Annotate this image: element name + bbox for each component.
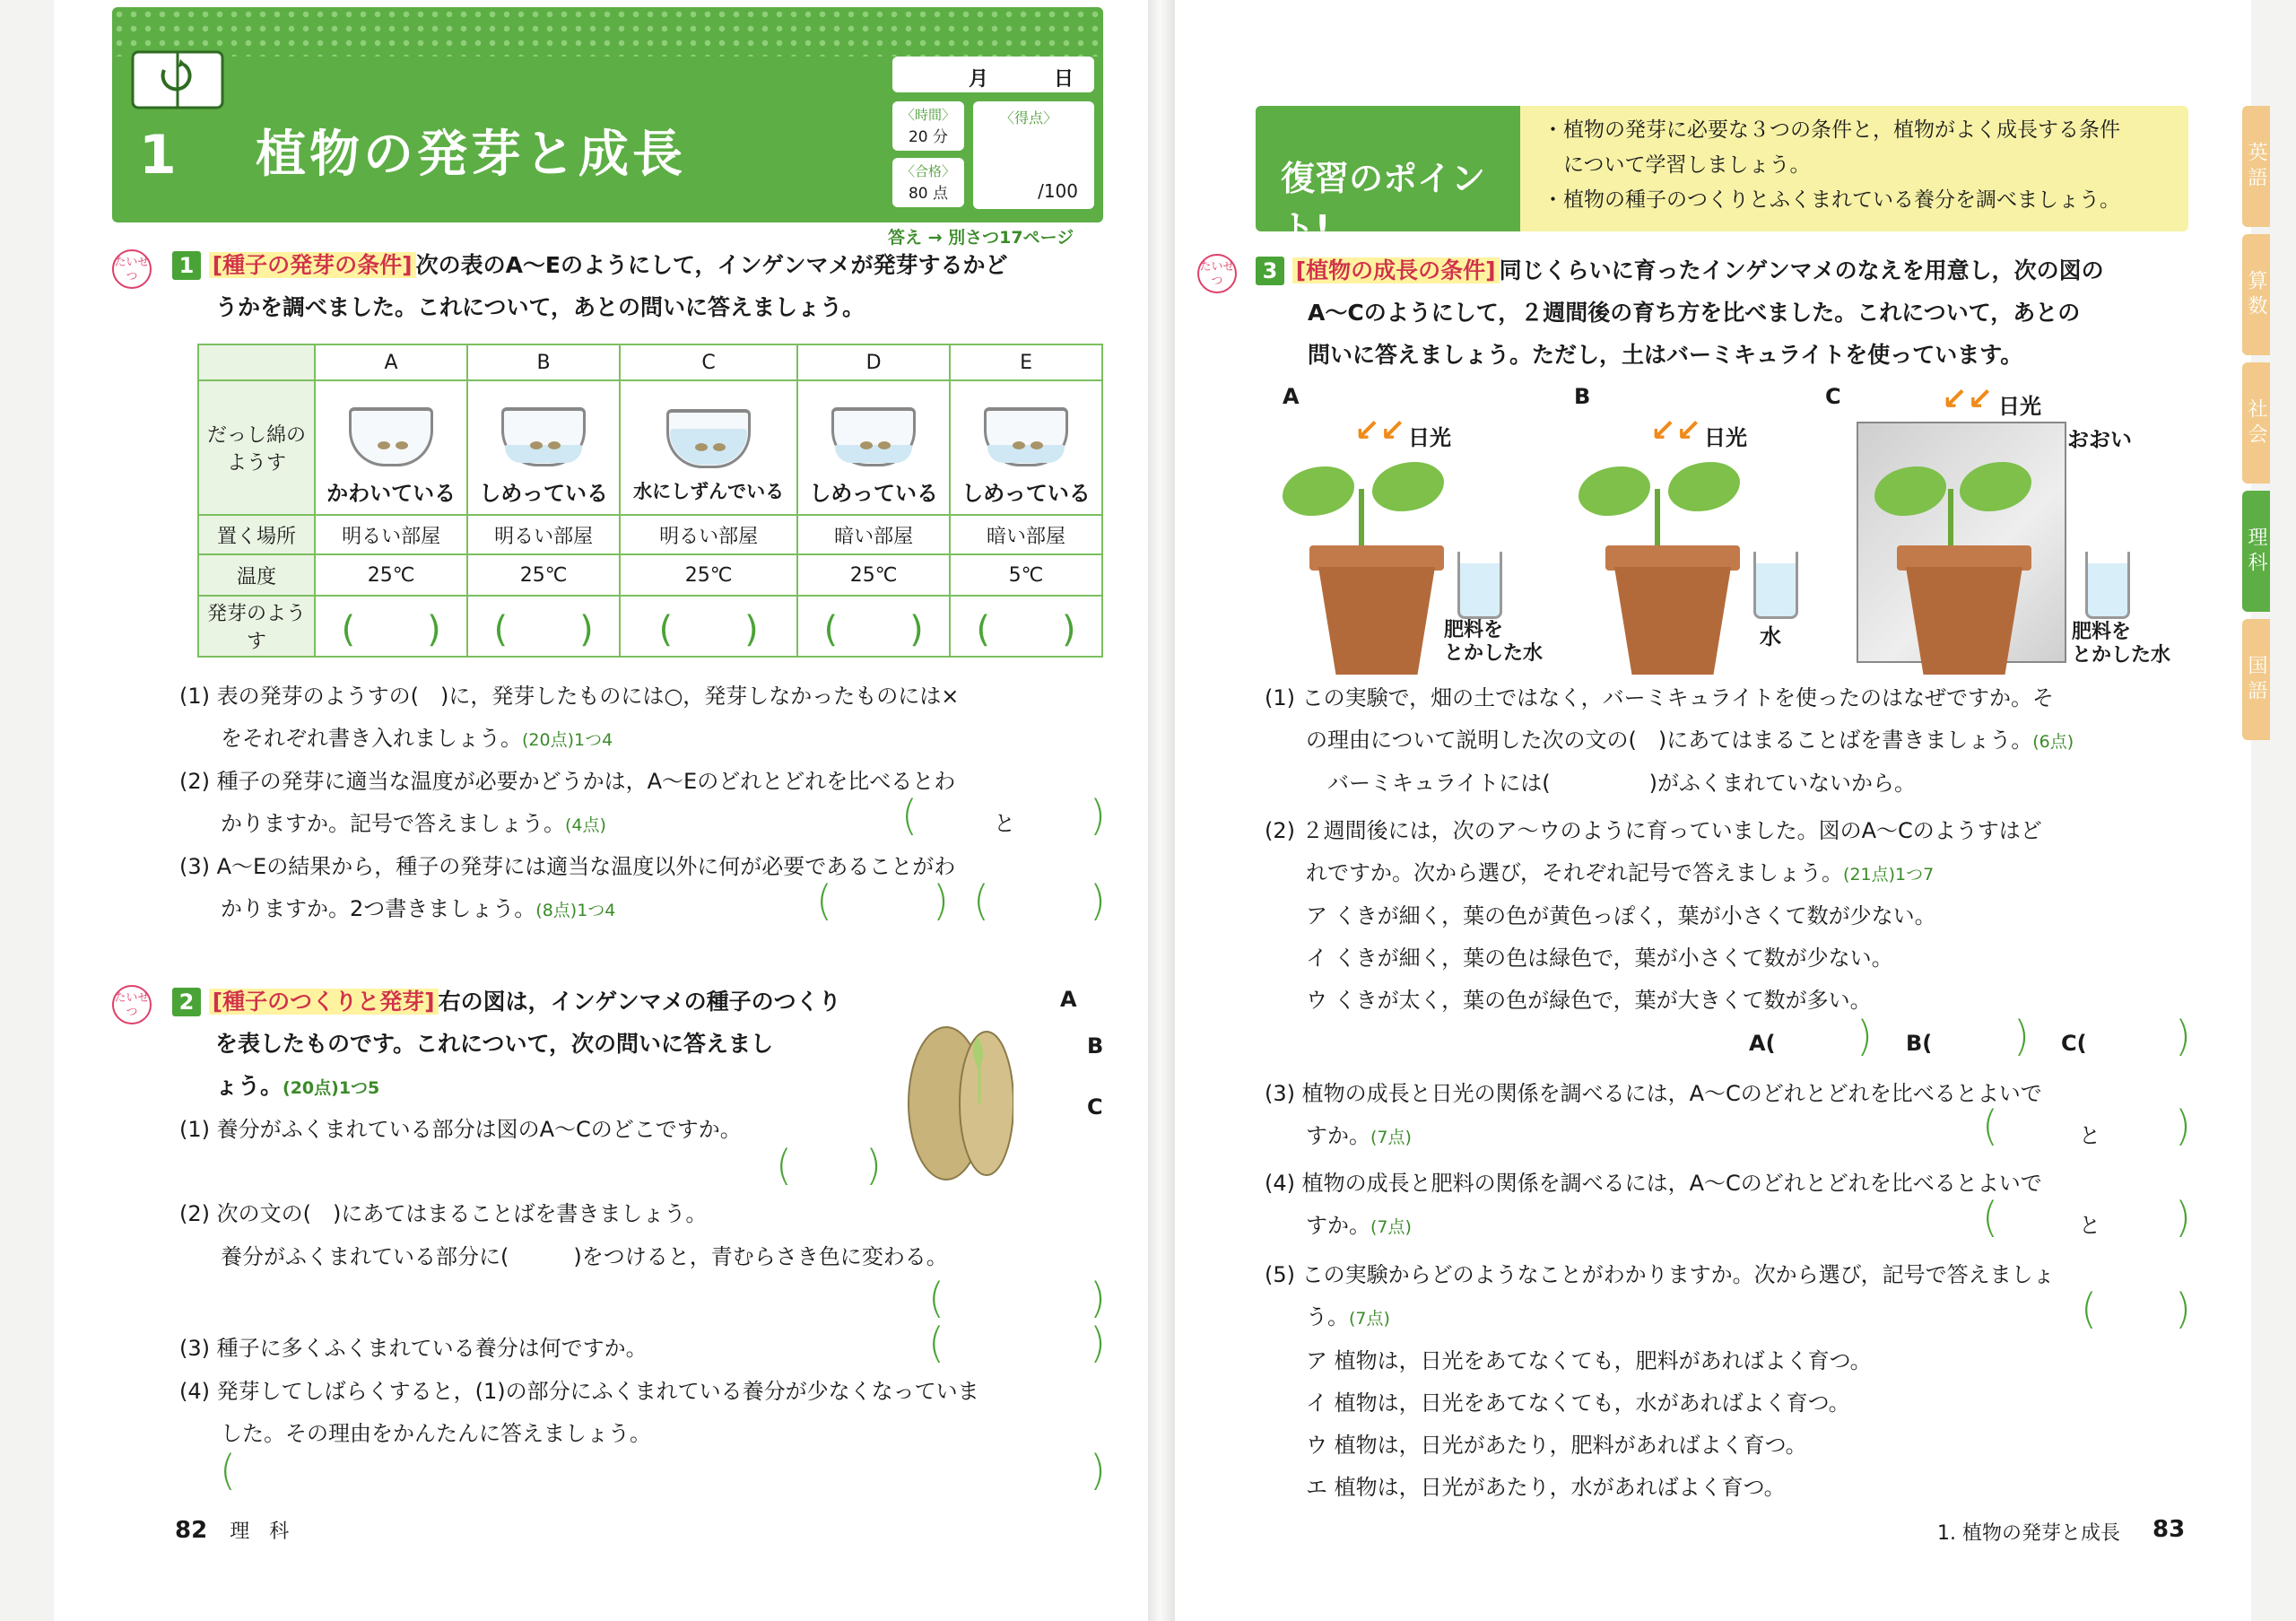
q3-sub4-line2: すか。 [1306,1213,1370,1238]
cover-label: おおい [2067,427,2132,452]
row-header-temp: 温度 [198,554,315,596]
q1-sub1-points: (20点)1つ4 [522,730,613,750]
glass-icon [2085,552,2130,619]
q1-sub1-line2: をそれぞれ書き入れましょう。 [221,726,522,751]
pot-icon [1906,567,2022,675]
q3-opt-a: ア くきが細く，葉の色が黄色っぽく，葉が小さくて数が少ない。 [1306,903,1936,928]
q3-sub2-line2: れですか。次から選び，それぞれ記号で答えましょう。 [1306,860,1844,885]
q3-sub3 [1265,1073,2197,1159]
table-corner [198,344,315,380]
cotton-cell-c [620,380,797,515]
taisetsu-badge: たいせつ [1197,254,1237,293]
bean-seed-diagram [906,1005,1013,1184]
answer-paren-open[interactable]: ( [928,1319,944,1367]
temp-c: 25℃ [620,554,797,596]
temp-d: 25℃ [797,554,950,596]
q3-sub3-line2: すか。 [1306,1123,1370,1148]
q1-tag: [種子の発芽の条件] [209,252,416,278]
q3-sub2-points: (21点)1つ7 [1843,865,1935,885]
q1-text-2: うかを調べました。これについて，あとの問いに答えましょう。 [215,294,865,320]
fig-label-c: C [1825,384,1841,409]
answer-paren-open[interactable]: ( [973,876,989,925]
answer-paren-close[interactable]: ) [865,1141,882,1190]
tab-science[interactable]: 理科 [2242,491,2270,612]
answer-paren-close[interactable]: ) [1090,1446,1106,1495]
pot-icon [1318,567,1435,675]
q3-opt5-a: ア 植物は，日光をあてなくても，肥料があればよく育つ。 [1306,1348,1872,1373]
unit-title: 植物の発芽と成長 [256,126,686,184]
answer-paren-open[interactable]: ( [901,791,918,840]
q3-heading [1256,249,2197,376]
q2-points: (20点)1つ5 [283,1078,380,1098]
time-value: 20 分 [908,128,949,146]
result-blank-a[interactable]: ( ) [315,596,467,657]
q1-sub2-line2: かりますか。記号で答えましょう。 [221,811,565,836]
seed-condition-table [197,344,1103,658]
q3-opt-u: ウ くきが太く，葉の色が緑色で，葉が大きくて数が多い。 [1306,988,1872,1013]
q2-sub4-line1: (4) 発芽してしばらくすると，(1)の部分にふくまれている養分が少なくなっていま [179,1379,979,1404]
q3-sub5-line1: (5) この実験からどのようなことがわかりますか。次から選び，記号で答えましょ [1265,1262,2055,1287]
cup-icon [824,395,923,475]
sunlight-arrow-icon: ↙↙ [1650,413,1701,449]
score-denominator: /100 [1038,180,1078,202]
tab-math[interactable]: 算数 [2242,234,2270,355]
answer-paren-close[interactable]: ) [1090,876,1106,925]
taisetsu-badge: たいせつ [112,985,152,1024]
cup-icon [342,395,440,475]
q3-sub3-points: (7点) [1370,1128,1412,1147]
fig-label-a: A [1283,384,1300,409]
q3-opt5-e: エ 植物は，日光があたり，水があればよく育つ。 [1306,1475,1786,1500]
q2-sub1: (1) 養分がふくまれている部分は図のA～Cのどこですか。 [179,1117,742,1142]
q1-sub3-points: (8点)1つ4 [535,901,616,920]
book-icon [128,34,227,115]
left-subject: 理 科 [230,1521,290,1543]
water-label: 水 [1760,624,1781,649]
sunlight-label-c: 日光 [1998,394,2041,419]
cotton-state-c: 水にしずんでいる [633,481,785,502]
q3-text-3: 問いに答えましょう。ただし，土はバーミキュライトを使っています。 [1308,342,2023,368]
answer-reference: 答え → 別さつ17ページ [888,228,1074,248]
q1-sub2-and: と [994,811,1015,836]
result-blank-e[interactable]: ( ) [950,596,1102,657]
answer-paren-close[interactable]: ) [2175,1102,2191,1150]
answer-paren-open[interactable]: ( [1982,1193,1998,1242]
fert-line2: とかした水 [2072,644,2171,667]
answer-paren-close[interactable]: ) [2175,1285,2191,1333]
review-point: ・植物の発芽に必要な３つの条件と，植物がよく成長する条件 [1543,118,2120,142]
q3-sub4-points: (7点) [1370,1217,1412,1237]
q2-sub2: (2) 次の文の( )にあてはまることばを書きましょう。 [179,1201,708,1226]
answer-paren-close[interactable]: ) [2175,1012,2191,1060]
q3-text-1: 同じくらいに育ったインゲンマメのなえを用意し，次の図の [1499,257,2104,283]
row-header-cotton: だっし綿のようす [198,380,315,515]
cup-icon [977,395,1075,475]
q3-sub4-line1: (4) 植物の成長と肥料の関係を調べるには，A～Cのどれとどれを比べるとよいで [1265,1171,2042,1196]
cotton-cell-a [315,380,467,515]
q1-sub3 [179,846,1112,932]
q1-heading [172,244,1105,328]
seed-label-c: C [1087,1094,1103,1120]
answer-paren-close[interactable]: ) [1857,1012,1873,1060]
date-box[interactable] [892,57,1094,92]
col-header-a: A [315,344,467,380]
result-blank-c[interactable]: ( ) [620,596,797,657]
q2-tag: [種子のつくりと発芽] [209,989,439,1015]
glass-icon [1753,552,1798,619]
taisetsu-badge: たいせつ [112,249,152,289]
sunlight-label-b: 日光 [1704,425,1747,450]
col-header-b: B [467,344,620,380]
q2-heading [172,980,890,1110]
tab-social[interactable]: 社会 [2242,362,2270,484]
answer-paren-open[interactable]: ( [2081,1285,2097,1333]
answer-paren-close[interactable]: ) [1090,1319,1106,1367]
result-blank-b[interactable]: ( ) [467,596,620,657]
q2-sub4 [179,1371,1112,1455]
q3-text-2: A～Cのようにして，２週間後の育ち方を比べました。これについて，あとの [1308,300,2081,326]
date-day: 日 [1054,68,1074,91]
q1-sub2-line1: (2) 種子の発芽に適当な温度が必要かどうかは，A～Eのどれとどれを比べるとわ [179,769,956,794]
cotton-state-a: かわいている [326,480,457,506]
q3-opt5-u: ウ 植物は，日光があたり，肥料があればよく育つ。 [1306,1433,1807,1458]
q1-sub3-line2: かりますか。2つ書きましょう。 [221,896,536,921]
place-a: 明るい部屋 [315,515,467,554]
date-month: 月 [969,68,989,91]
q3-sub1 [1265,677,2197,763]
score-label: 〈得点〉 [1000,109,1058,126]
q3-sub3-and: と [2079,1123,2100,1148]
result-blank-d[interactable]: ( ) [797,596,950,657]
unit-header [112,7,1103,222]
pot-icon [1309,545,1444,571]
cotton-cell-b [467,380,620,515]
q3-sub1-line2: の理由について説明した次の文の( )にあてはまることばを書きましょう。 [1306,728,2033,753]
q3-opt5-i: イ 植物は，日光をあてなくても，水があればよく育つ。 [1306,1390,1850,1416]
q2-number: 2 [172,988,201,1016]
q3-tag: [植物の成長の条件] [1292,257,1500,283]
answer-paren-open[interactable]: ( [776,1141,792,1190]
place-d: 暗い部屋 [797,515,950,554]
col-header-e: E [950,344,1102,380]
place-b: 明るい部屋 [467,515,620,554]
tab-japanese[interactable]: 国語 [2242,619,2270,740]
cotton-state-b: しめっている [479,480,608,506]
review-title-box [1256,106,1520,248]
q3-answer-c[interactable]: C( [2061,1031,2087,1056]
temp-a: 25℃ [315,554,467,596]
cotton-state-d: しめっている [809,480,939,506]
q3-sub5-line2: う。 [1306,1304,1349,1329]
q3-opt-i: イ くきが細く，葉の色は緑色で，葉が小さくて数が少ない。 [1306,946,1893,971]
answer-paren-open[interactable]: ( [1982,1102,1998,1150]
q3-sub1-line1: (1) この実験で，畑の土ではなく，バーミキュライトを使ったのはなぜですか。そ [1265,685,2054,710]
cotton-cell-d [797,380,950,515]
answer-paren-close[interactable]: ) [2013,1012,2030,1060]
time-label: 〈時間〉 [900,107,955,123]
fig-label-b: B [1574,384,1591,409]
q1-text-1: 次の表のA～Eのようにして，インゲンマメが発芽するかど [415,252,1008,278]
time-box [892,101,964,151]
fert-line2: とかした水 [1444,642,1544,665]
q2-sub3: (3) 種子に多くふくまれている養分は何ですか。 [179,1336,648,1361]
fert-line1: 肥料を [1444,619,1504,641]
pot-icon [1614,567,1731,675]
q1-sub2-points: (4点) [565,815,606,835]
row-header-place: 置く場所 [198,515,315,554]
q3-sub5 [1265,1254,2197,1340]
tab-english[interactable]: 英語 [2242,106,2270,227]
sunlight-label-a: 日光 [1408,425,1451,450]
q3-sub3-line1: (3) 植物の成長と日光の関係を調べるには，A～Cのどれとどれを比べるとよいで [1265,1081,2042,1106]
pass-box [892,158,964,207]
q3-sub2 [1265,810,2197,896]
right-page-number: 83 [2152,1516,2186,1543]
cotton-cell-e [950,380,1102,515]
q3-sub1-sentence-b: )がふくまれていないから。 [1648,771,1917,796]
pass-value: 80 点 [908,185,949,203]
q3-sub1-points: (6点) [2032,732,2074,752]
left-page-number: 82 [175,1517,208,1544]
answer-paren-close[interactable]: ) [2175,1193,2191,1242]
fert-label-a [1444,619,1543,666]
q3-sub5-points: (7点) [1349,1309,1390,1329]
q3-number: 3 [1256,257,1284,285]
q1-sub1 [179,675,1112,762]
q3-sub1-sentence [1327,763,1916,805]
seed-label-a: A [1060,987,1077,1012]
review-list [1543,113,2120,218]
glass-icon [1457,552,1502,619]
q2-text-2: を表したものです。これについて，次の問いに答えまし [215,1031,774,1057]
col-header-c: C [620,344,797,380]
cup-icon [494,395,593,475]
row-header-result: 発芽のようす [198,596,315,657]
place-e: 暗い部屋 [950,515,1102,554]
q2-sub4-line2: した。その理由をかんたんに答えましょう。 [221,1421,651,1446]
left-footer [175,1516,289,1544]
pass-label: 〈合格〉 [900,163,955,179]
subject-tabs [2242,106,2296,747]
q2-sub2-sentence: 養分がふくまれている部分に( )をつけると，青むらさき色に変わる。 [221,1244,948,1269]
q3-sub4 [1265,1163,2197,1249]
review-point: ・植物の種子のつくりとふくまれている養分を調べましょう。 [1543,188,2120,212]
answer-paren-open[interactable]: ( [220,1446,236,1495]
q1-sub3-line1: (3) A～Eの結果から，種子の発芽には適当な温度以外に何が必要であることがわ [179,854,956,879]
answer-paren-open[interactable]: ( [816,876,832,925]
review-title: 復習のポイント! [1281,159,1486,248]
review-point: について学習しましょう。 [1543,153,1811,177]
book-gutter [1148,0,1175,1621]
q3-sub1-sentence-a: バーミキュライトには( [1327,771,1551,796]
pot-icon [1605,545,1740,571]
header-dots [112,7,1103,57]
unit-number: 1 [139,124,177,187]
answer-paren-open[interactable]: ( [928,1274,944,1322]
cotton-state-e: しめっている [961,480,1091,506]
q1-sub2 [179,761,1112,847]
place-c: 明るい部屋 [620,515,797,554]
q1-number: 1 [172,251,201,280]
q3-answer-a[interactable]: A( [1749,1031,1776,1056]
cup-icon [659,397,758,477]
pot-icon [1897,545,2031,571]
right-chapter: 1. 植物の発芽と成長 [1937,1522,2120,1545]
fert-line1: 肥料を [2072,621,2132,643]
answer-paren-close[interactable]: ) [1090,1274,1106,1322]
col-header-d: D [797,344,950,380]
seed-label-b: B [1087,1033,1104,1059]
fert-label-c [2072,621,2170,667]
sunlight-arrow-icon: ↙↙ [1942,381,1993,417]
sunlight-arrow-icon: ↙↙ [1354,413,1405,449]
score-box[interactable] [973,101,1094,209]
temp-b: 25℃ [467,554,620,596]
q2-text-1: 右の図は，インゲンマメの種子のつくり [438,989,841,1015]
temp-e: 5℃ [950,554,1102,596]
q3-sub4-and: と [2079,1213,2100,1238]
q3-sub2-line1: (2) ２週間後には，次のア～ウのように育っていました。図のA～Cのようすはど [1265,818,2042,843]
answer-paren-close[interactable]: ) [1090,791,1106,840]
answer-paren-close[interactable]: ) [933,876,949,925]
q1-sub1-line1: (1) 表の発芽のようすの( )に，発芽したものには○，発芽しなかったものには× [179,684,960,709]
q3-answer-b[interactable]: B( [1906,1031,1933,1056]
q2-text-3: ょう。 [215,1073,283,1099]
review-point-box [1256,106,2188,248]
